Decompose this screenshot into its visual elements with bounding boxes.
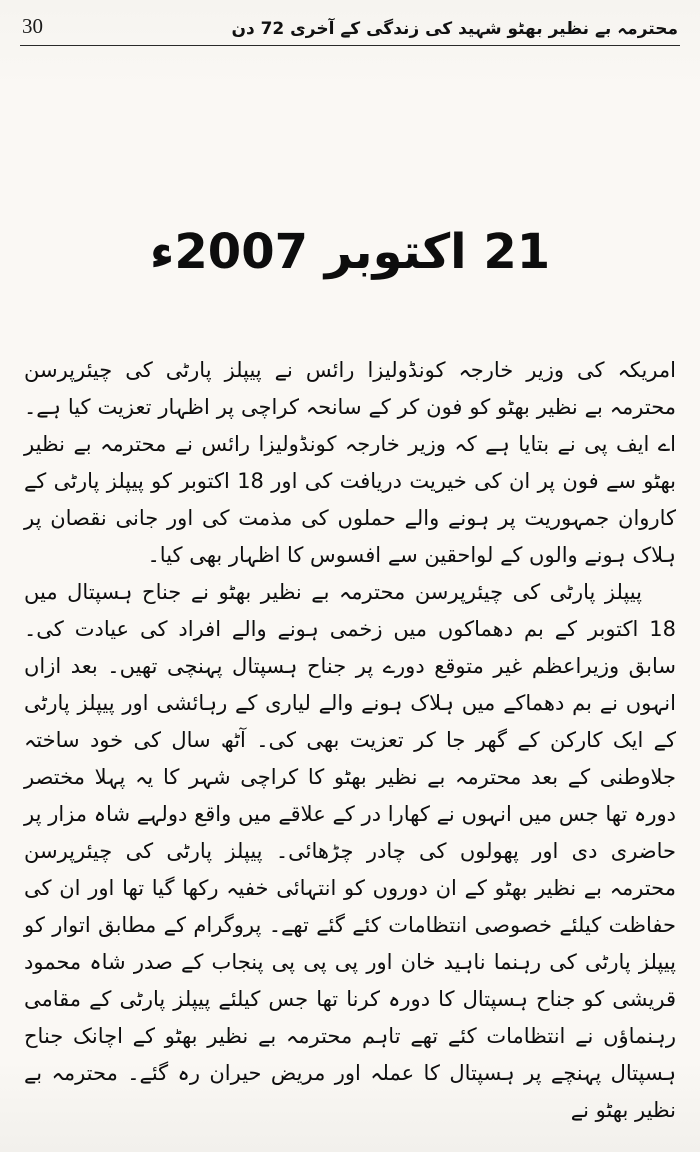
paragraph: امریکہ کی وزیر خارجہ کونڈولیزا رائس نے پیپلز پارٹی کی چیئرپرسن محترمہ بے نظیر بھٹو کو فون کر کے سانحہ کراچی پر اظہار تعزیت کیا ہے۔ اے ایف پی نے بتایا ہے کہ وزیر خارجہ کونڈولیزا رائس نے محترمہ بے نظیر بھٹو سے فون پر ان کی خیریت دریافت کی اور 18 اکتوبر کو پیپلز پارٹی کے کاروان جمہوریت پر ہونے والے حملوں کی مذمت کی اور جانی نقصان پر ہلاک ہونے والوں کے لواحقین سے افسوس کا اظہار بھی کیا۔ [24,358,676,567]
chapter-heading: 21 اکتوبر 2007ء [149,224,551,280]
page-header [18,14,682,45]
running-header-title: محترمہ بے نظیر بھٹو شہید کی زندگی کے آخری 72 دن [231,19,678,39]
paragraph: پیپلز پارٹی کی چیئرپرسن محترمہ بے نظیر بھٹو نے جناح ہسپتال میں 18 اکتوبر کے بم دھماکوں میں زخمی ہونے والے افراد کی عیادت کی۔ سابق وزیراعظم غیر متوقع دورے پر جناح ہسپتال پہنچی تھیں۔ بعد ازاں انہوں نے بم دھماکے میں ہلاک ہونے والے لیاری کے رہائشی اور پیپلز پارٹی کے ایک کارکن کے گھر جا کر تعزیت بھی کی۔ آٹھ سال کی خود ساختہ جلاوطنی کے بعد محترمہ بے نظیر بھٹو کا کراچی شہر کا یہ پہلا مختصر دورہ تھا جس میں انہوں نے کھارا در کے علاقے میں واقع دولہے شاہ مزار پر حاضری دی اور پھولوں کی چادر چڑھائی۔ پیپلز پارٹی کی چیئرپرسن محترمہ بے نظیر بھٹو کے ان دوروں کو انتہائی خفیہ رکھا گیا تھا اور ان کی حفاظت کیلئے خصوصی انتظامات کئے گئے تھے۔ پروگرام کے مطابق اتوار کو پیپلز پارٹی کی رہنما ناہید خان اور پی پی پی پنجاب کے صدر شاہ محمود قریشی کو جناح ہسپتال کا دورہ کرنا تھا جس کیلئے پیپلز پارٹی کے مقامی رہنماؤں نے انتظامات کئے تھے تاہم محترمہ بے نظیر بھٹو کے اچانک جناح ہسپتال پہنچے پر ہسپتال کا عملہ اور مریض حیران رہ گئے۔ محترمہ بے نظیر بھٹو نے [24,580,676,1122]
body-text [18,352,682,1129]
page-number: 30 [22,14,43,38]
header-divider [20,45,680,46]
